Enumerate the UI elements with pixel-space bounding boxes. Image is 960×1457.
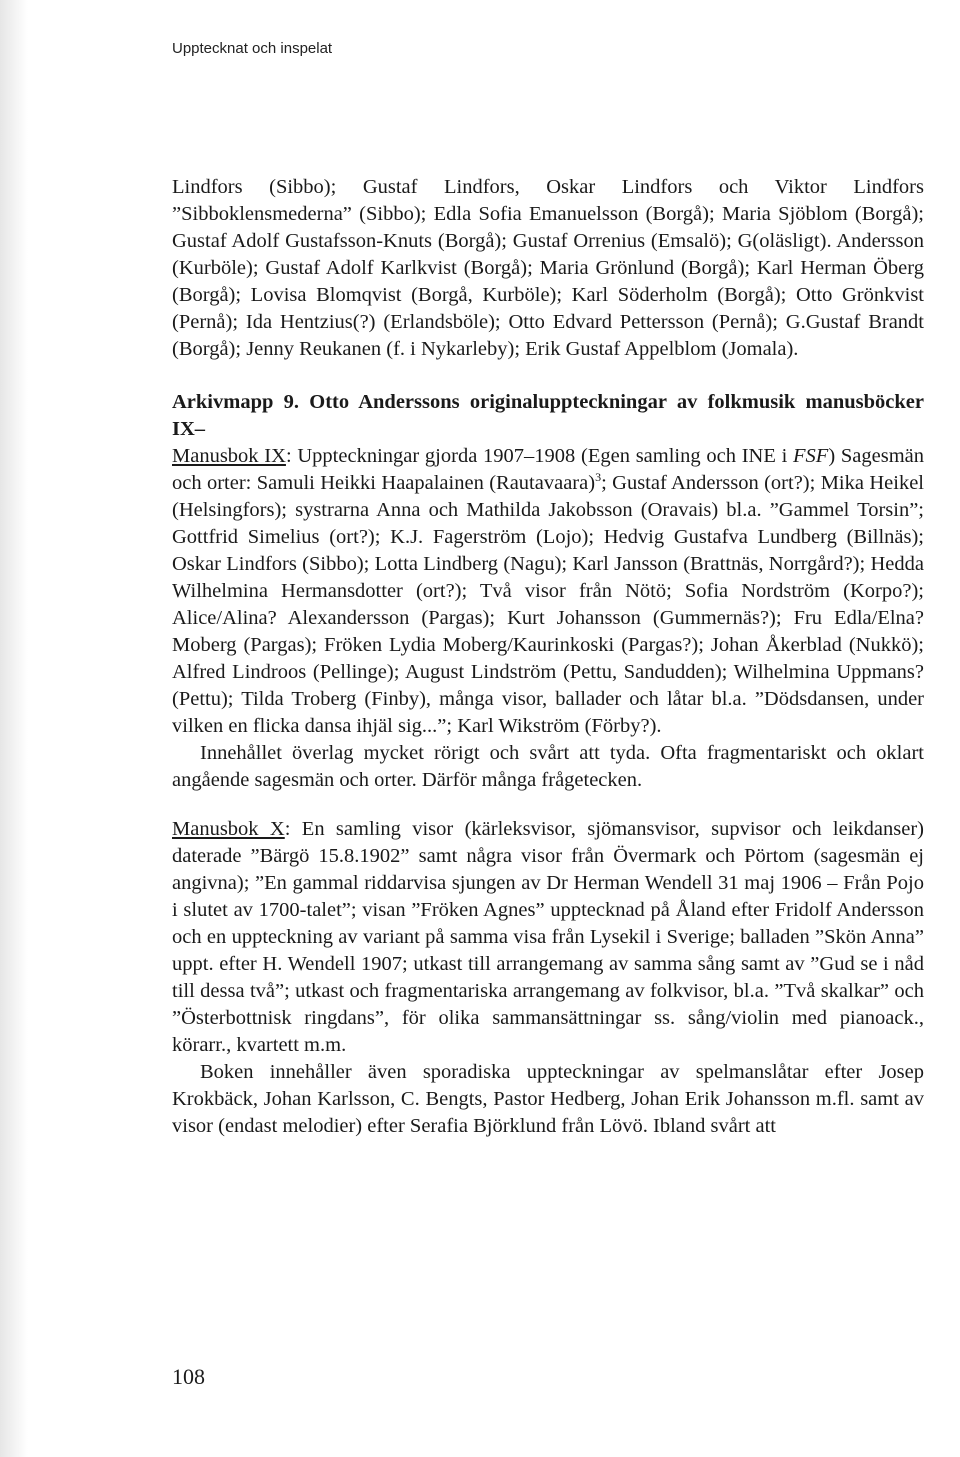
informant-list-paragraph: Lindfors (Sibbo); Gustaf Lindfors, Oskar Lindfors och Viktor Lindfors ”Sibboklensmederna” (Sibbo); Edla Sofia Emanuelsson (Borgå); Maria Sjöblom (Borgå); Gustaf Adolf Gustafsson-Knuts (Borgå); Gustaf Orrenius (Emsalö); G(oläsligt). Andersson (Kurböle); Gustaf Adolf Karlkvist (Borgå); Maria Grönlund (Borgå); Karl Herman Öberg (Borgå); Lovisa Blomqvist (Borgå, Kurböle); Karl Söderholm (Borgå); Otto Grönkvist (Pernå); Ida Hentzius(?) (Erlandsböle); Otto Edvard Pettersson (Pernå); G.Gustaf Brandt (Borgå); Jenny Reukanen (f. i Nykarleby); Erik Gustaf Appelblom (Jomala). — [172, 176, 924, 360]
manuscript-ix-paragraph — [172, 443, 924, 740]
manuscript-ix-text-3: ; Gustaf Andersson (ort?); Mika Heikel (Helsingfors); systrarna Anna och Mathilda Jakobsson (Oravais) bl.a. ”Gammel Torsin”; Gottfrid Simelius (ort?); K.J. Fagerström (Lojo); Hedvig Gustafva Lundberg (Billnäs); Oskar Lindfors (Sibbo); Lotta Lindberg (Nagu); Karl Jansson (Brattnäs, Norrgård?); Hedda Wilhelmina Hermansdotter (ort?); Två visor från Nötö; Sofia Nordström (Korpo?); Alice/Alina? Alexandersson (Pargas); Kurt Johansson (Gummernäs?); Fru Edla/Elna? Moberg (Pargas); Fröken Lydia Moberg/Kaurinkoski (Pargas?); Johan Åkerblad (Nukkö); Alfred Lindroos (Pellinge); August Lindström (Pettu, Sandudden); Wilhelmina Uppmans? (Pettu); Tilda Troberg (Finby), många visor, ballader och låtar bl.a. ”Dödsdansen, under vilken en flicka dansa ihjäl sig...”; Karl Wikström (Förby?). — [172, 472, 924, 737]
manuscript-ix-text-2: ) Sagesmän och orter: Samuli Heikki Haapalainen (Rautavaara) — [172, 445, 925, 494]
page-edge-shadow — [0, 0, 28, 1457]
page-number: 108 — [172, 1364, 205, 1389]
page-body — [172, 174, 924, 1140]
manuscript-x-paragraph — [172, 816, 924, 1059]
manuscript-ix-text-1: : Uppteckningar gjorda 1907–1908 (Egen samling och INE i — [285, 445, 794, 467]
manuscript-x-note: Boken innehåller även sporadiska uppteckningar av spelmanslåtar efter Josep Krokbäck, Johan Karlsson, C. Bengts, Pastor Hedberg, Johan Erik Johansson m.fl. samt av visor (endast melodier) efter Serafia Björklund från Lövö. Ibland svårt att — [172, 1061, 924, 1137]
footnote-reference: 3 — [595, 470, 602, 485]
section-heading: Arkivmapp 9. Otto Anderssons originaluppteckningar av folkmusik manusböcker IX– — [172, 391, 924, 440]
manuscript-x-label: Manusbok X — [172, 818, 285, 840]
running-header: Upptecknat och inspelat — [172, 40, 333, 57]
manuscript-ix-label: Manusbok IX — [172, 445, 286, 467]
manuscript-x-text: : En samling visor (kärleksvisor, sjömansvisor, supvisor och leikdanser) daterade ”Bärgö 15.8.1902” samt några visor från Övermark och Pörtom (sagesmän ej angivna); ”En gammal riddarvisa sjungen av Dr Herman Wendell 31 maj 1906 – Från Pojo i slutet av 1700-talet”; visan ”Fröken Agnes” upptecknad på Åland efter Fridolf Andersson och en uppteckning av variant på samma visa från Lysekil i Sverige; balladen ”Skön Anna” uppt. efter H. Wendell 1907; utkast till arrangemang av samma sång samt av ”Gud se i nåd till dessa två”; utkast och fragmentariska arrangemang av folkvisor, bl.a. ”Två skalkar” och ”Österbottnisk ringdans”, för olika sammansättningar ss. sång/violin med pianoack., körarr., kvartett m.m. — [172, 818, 925, 1056]
manuscript-ix-note: Innehållet överlag mycket rörigt och svårt att tyda. Ofta fragmentariskt och oklart angående sagesmän och orter. Därför många frågetecken. — [172, 742, 924, 791]
fsf-abbreviation: FSF — [793, 445, 829, 467]
